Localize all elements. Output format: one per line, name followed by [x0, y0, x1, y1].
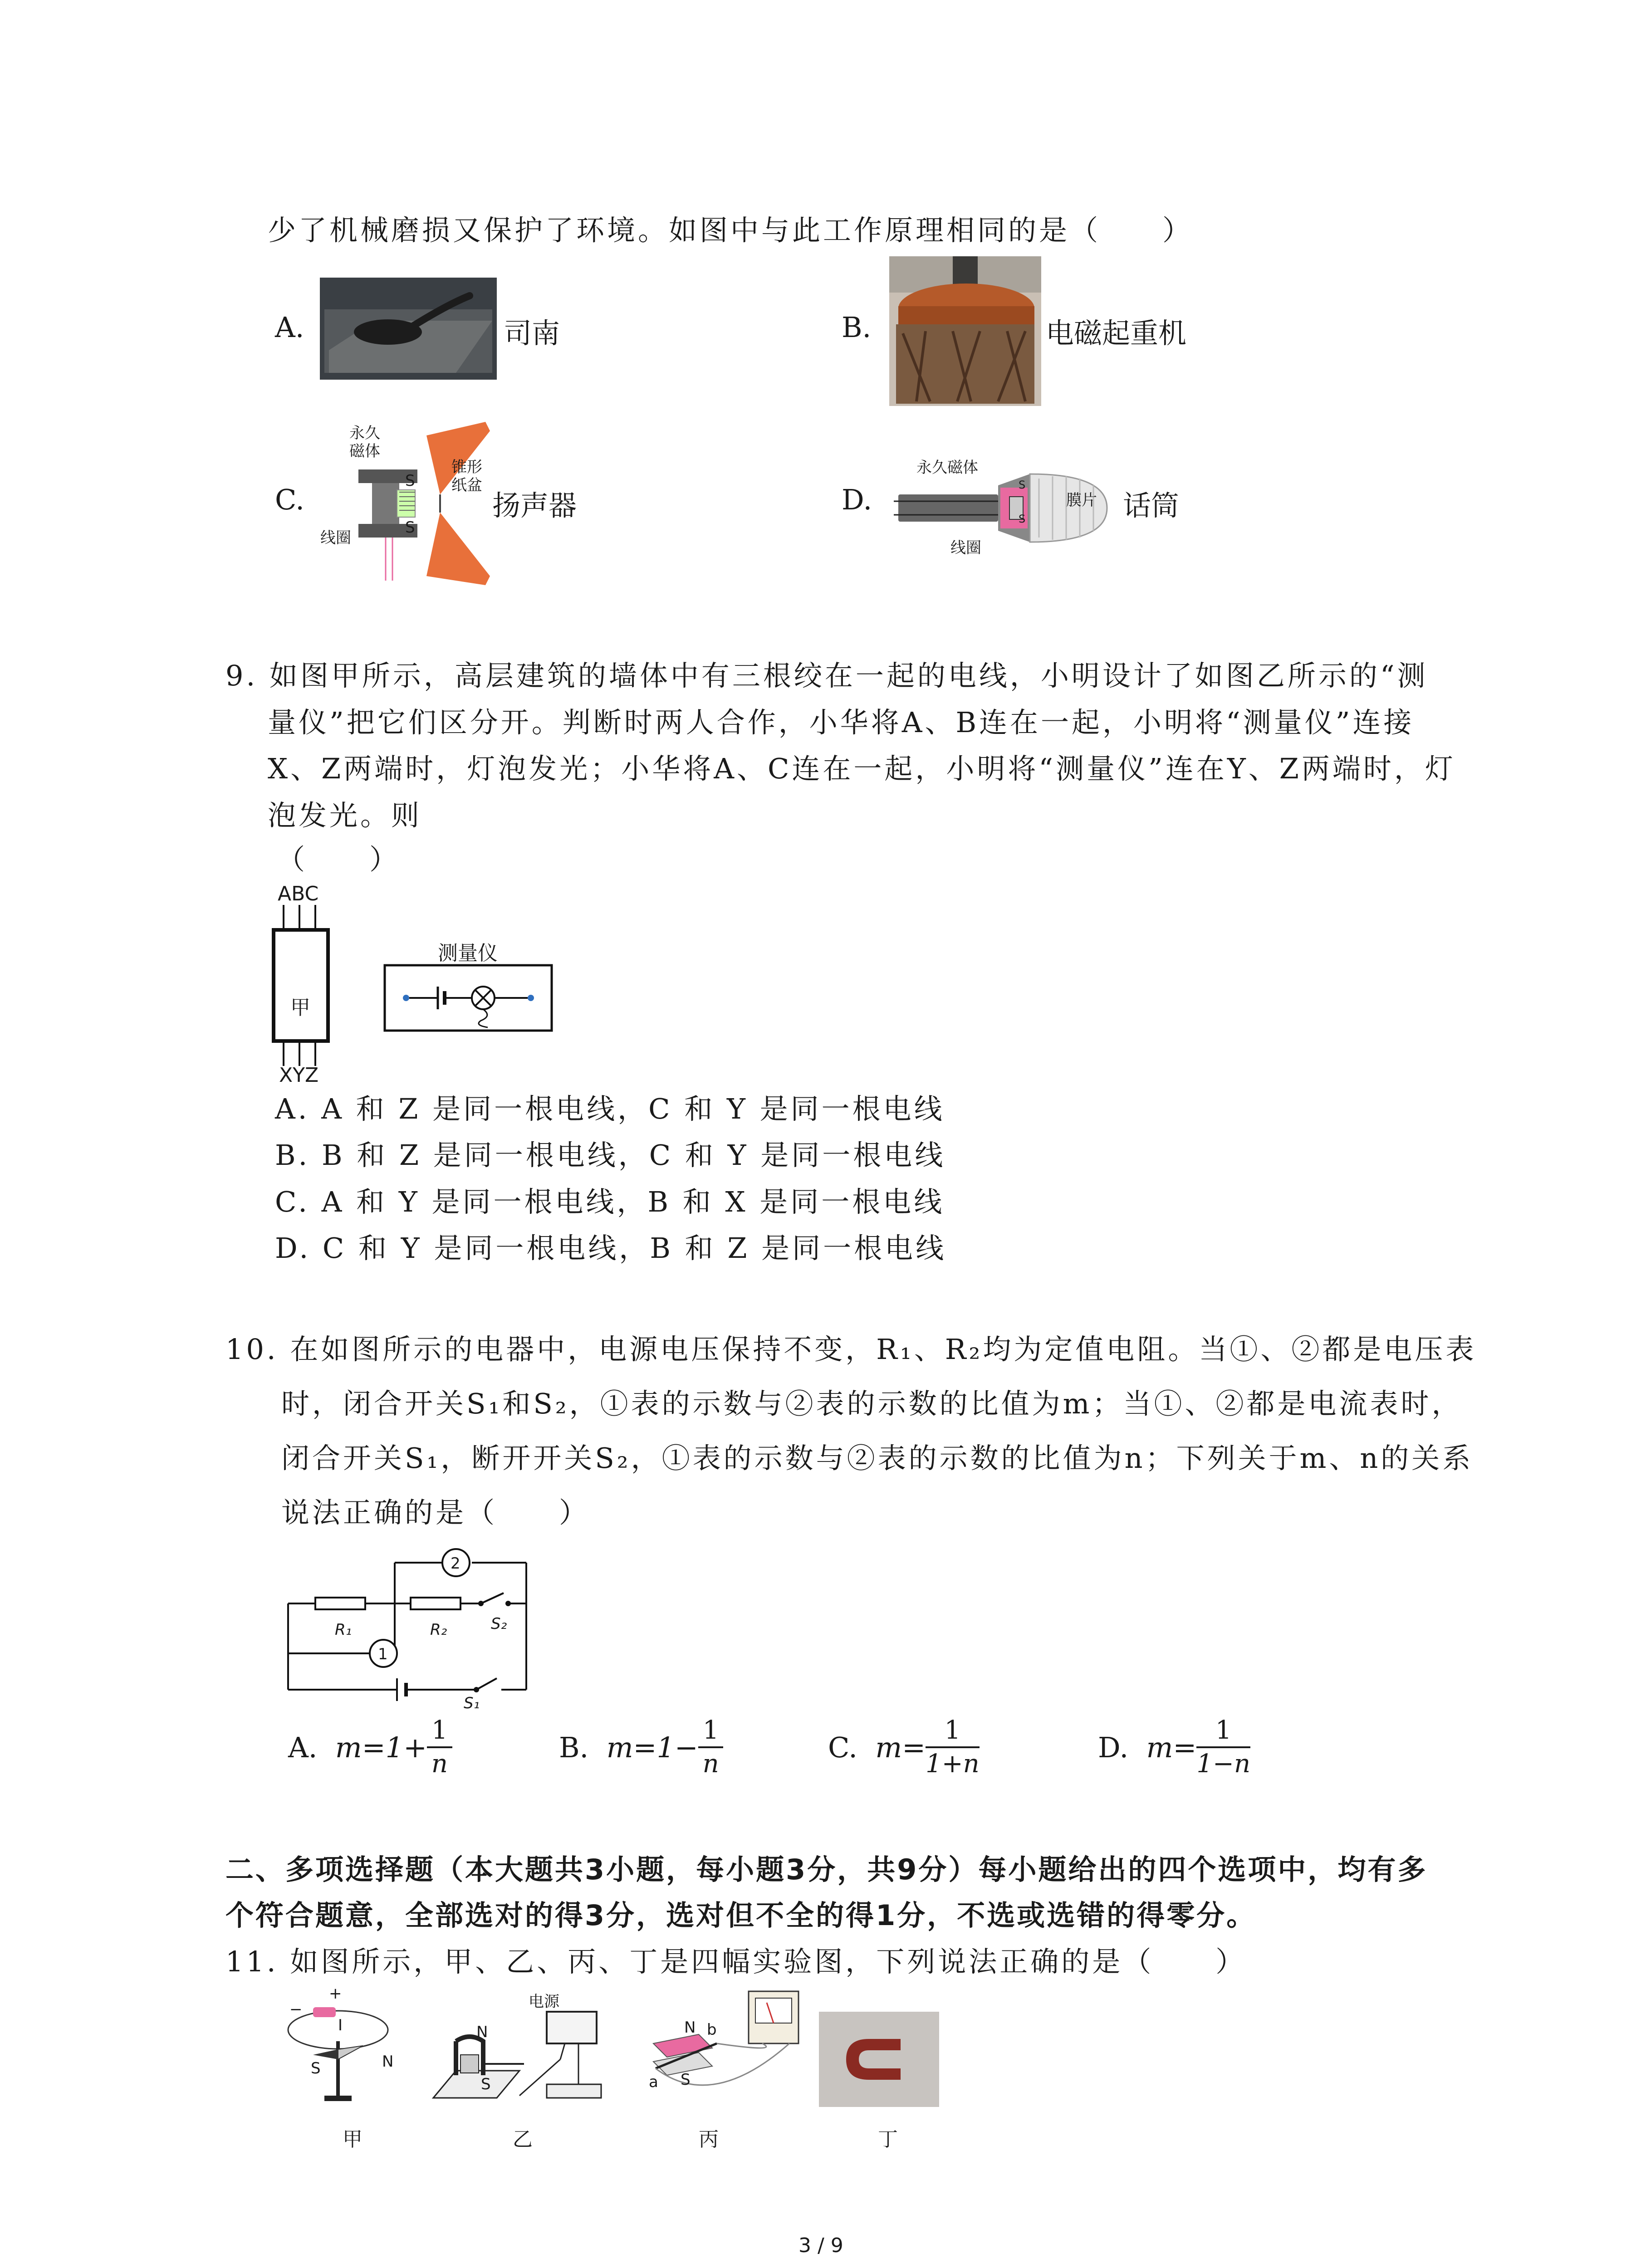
mic-membrane-label: 膜片 [1066, 491, 1097, 509]
q10-option-d-lhs: m= [1146, 1730, 1197, 1764]
q9-line-1: 9. 如图甲所示，高层建筑的墙体中有三根绞在一起的电线，小明设计了如图乙所示的“测 [225, 659, 1428, 692]
q10-option-c-fraction: $\frac{1}{1+n}$ [926, 1716, 980, 1779]
mic-magnet-label: 永久磁体 [916, 459, 978, 477]
q10-option-d [1098, 1715, 1250, 1780]
q10-line-1: 10. 在如图所示的电器中，电源电压保持不变，R₁、R₂均为定值电阻。当①、②都是电压表 [225, 1333, 1477, 1366]
q9-option-c: C. A 和 Y 是同一根电线，B 和 X 是同一根电线 [275, 1185, 945, 1218]
q8-option-b-name: 电磁起重机 [1046, 317, 1187, 350]
q10-option-b [559, 1715, 723, 1780]
wire-top-label: ABC [278, 882, 319, 905]
experiment-ding-magnet [819, 2012, 939, 2107]
speaker-diagram [318, 422, 499, 590]
yi-s: S [481, 2075, 491, 2093]
resistor-r2-label: R₂ [430, 1621, 447, 1639]
q8-option-c-letter: C. [275, 483, 304, 516]
q10-option-d-letter: D. [1098, 1730, 1129, 1764]
resistor-r1-label: R₁ [335, 1621, 352, 1639]
compass-sinan-image [320, 278, 497, 380]
q10-option-c [828, 1715, 980, 1780]
mic-coil-label: 线圈 [950, 539, 981, 557]
meter-2-label: 2 [451, 1554, 460, 1573]
experiment-yi-motor [429, 1991, 610, 2114]
q10-option-a-letter: A. [288, 1730, 318, 1764]
caption-jia: 甲 [343, 2128, 362, 2151]
q8-option-c-name: 扬声器 [492, 489, 577, 522]
q9-option-b: B. B 和 Z 是同一根电线，C 和 Y 是同一根电线 [275, 1139, 946, 1172]
speaker-coil-label: 线圈 [320, 529, 351, 547]
q8-option-d-name: 话筒 [1123, 489, 1180, 522]
q10-option-d-fraction: $\frac{1}{1-n}$ [1196, 1716, 1251, 1779]
page-number: 3 / 9 [798, 2234, 843, 2257]
q10-option-c-lhs: m= [875, 1730, 926, 1764]
wire-box-label: 甲 [290, 996, 310, 1019]
section2-heading-line2: 个符合题意，全部选对的得3分，选对但不全的得1分，不选或选错的得零分。 [225, 1899, 1257, 1932]
q10-option-a-lhs: m=1+ [335, 1730, 427, 1764]
speaker-s-label-top: S [405, 472, 415, 490]
electromagnetic-crane-image [889, 256, 1041, 406]
q8-option-b-letter: B. [842, 311, 872, 344]
jia-minus: − [289, 2000, 303, 2019]
q10-option-a-fraction: $\frac{1}{n}$ [427, 1715, 452, 1780]
q10-line-3: 闭合开关S₁，断开开关S₂，①表的示数与②表的示数的比值为n；下列关于m、n的关系 [281, 1442, 1474, 1475]
bing-n: N [684, 2019, 696, 2037]
q11-stem: 11. 如图所示，甲、乙、丙、丁是四幅实验图，下列说法正确的是（ ） [225, 1945, 1247, 1978]
wire-bottom-label: XYZ [279, 1064, 319, 1087]
section2-heading-line1: 二、多项选择题（本大题共3小题，每小题3分，共9分）每小题给出的四个选项中，均有多 [225, 1853, 1428, 1886]
wire-box-jia [270, 905, 338, 1068]
q9-option-a: A. A 和 Z 是同一根电线，C 和 Y 是同一根电线 [275, 1092, 945, 1125]
q9-line-3: X、Z两端时，灯泡发光；小华将A、C连在一起，小明将“测量仪”连在Y、Z两端时，灯 [268, 752, 1456, 785]
q10-option-b-lhs: m=1− [606, 1730, 698, 1764]
meter-title: 测量仪 [438, 942, 498, 965]
jia-s: S [311, 2059, 321, 2077]
experiment-bing-induction [644, 1989, 808, 2112]
mic-s-label-bottom: S [1019, 513, 1026, 525]
q10-option-b-letter: B. [559, 1730, 589, 1764]
q10-option-a [288, 1715, 452, 1780]
q10-line-2: 时，闭合开关S₁和S₂，①表的示数与②表的示数的比值为m；当①、②都是电流表时， [281, 1387, 1463, 1420]
measuring-instrument-diagram [383, 964, 554, 1032]
bing-s: S [681, 2071, 691, 2089]
mic-s-label-top: S [1019, 479, 1026, 491]
bing-a: a [649, 2073, 658, 2091]
speaker-cone-label: 锥形 纸盆 [451, 458, 482, 494]
q8-stem-tail: 少了机械磨损又保护了环境。如图中与此工作原理相同的是（ ） [268, 214, 1194, 247]
q10-option-b-fraction: $\frac{1}{n}$ [698, 1715, 724, 1780]
q9-line-5: （ ） [277, 843, 401, 876]
caption-bing: 丙 [699, 2128, 719, 2151]
switch-s2-label: S₂ [491, 1615, 507, 1633]
speaker-magnet-label: 永久 磁体 [349, 424, 380, 460]
meter-1-label: 1 [378, 1645, 388, 1663]
q8-option-d-letter: D. [842, 483, 872, 516]
jia-plus: + [329, 1984, 342, 2003]
yi-power-label: 电源 [529, 1993, 559, 2011]
q8-option-a-letter: A. [275, 311, 304, 344]
jia-n: N [382, 2053, 394, 2071]
q9-line-4: 泡发光。则 [268, 799, 422, 832]
switch-s1-label: S₁ [464, 1694, 480, 1712]
q9-line-2: 量仪”把它们区分开。判断时两人合作，小华将A、B连在一起，小明将“测量仪”连接 [268, 706, 1415, 739]
jia-current: I [338, 2016, 343, 2034]
speaker-s-label-bottom: S [405, 518, 415, 537]
q9-option-d: D. C 和 Y 是同一根电线，B 和 Z 是同一根电线 [275, 1232, 947, 1265]
bing-b: b [707, 2021, 717, 2039]
caption-ding: 丁 [878, 2128, 898, 2151]
q10-option-c-letter: C. [828, 1730, 857, 1764]
caption-yi: 乙 [513, 2128, 533, 2151]
yi-n: N [476, 2023, 488, 2041]
q10-line-4: 说法正确的是（ ） [281, 1496, 590, 1529]
q8-option-a-name: 司南 [504, 317, 560, 350]
